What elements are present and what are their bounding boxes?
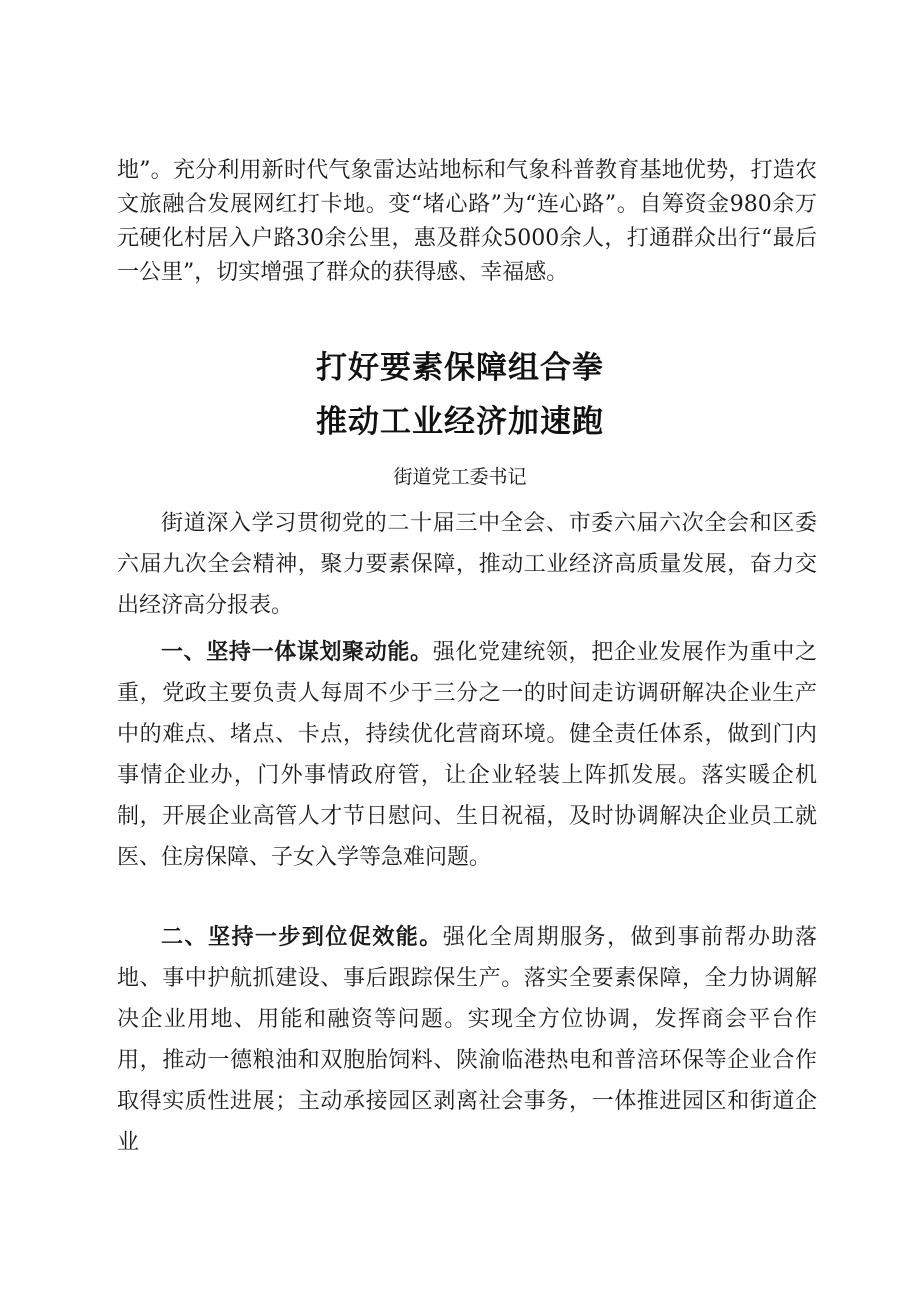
lead-paragraph: 街道深入学习贯彻党的二十届三中全会、市委六届六次全会和区委六届九次全会精神，聚力要素保障，推动工业经济高质量发展，奋力交出经济高分报表。 xyxy=(117,511,817,618)
point-one-heading: 一、坚持一体谋划聚动能。 xyxy=(161,640,433,665)
intro-paragraph: 地”。充分利用新时代气象雷达站地标和气象科普教育基地优势，打造农文旅融合发展网红打卡地。变“堵心路”为“连心路”。自筹资金980余万元硬化村居入户路30余公里，惠及群众5000余人，打通群众出行“最后一公里”，切实增强了群众的获得感、幸福感。 xyxy=(117,158,817,285)
point-two-body: 强化全周期服务，做到事前帮办助落地、事中护航抓建设、事后跟踪保生产。落实全要素保障，全力协调解决企业用地、用能和融资等问题。实现全方位协调，发挥商会平台作用，推动一德粮油和双胞胎饲料、陕渝临港热电和普涪环保等企业合作取得实质性进展；主动承接园区剥离社会事务，一体推进园区和街道企业 xyxy=(117,925,817,1155)
point-one-paragraph xyxy=(117,632,817,878)
article-title-line-1: 打好要素保障组合拳 xyxy=(316,350,604,386)
author-byline: 街道党工委书记 xyxy=(393,466,527,488)
point-two-paragraph xyxy=(117,917,817,1163)
point-one-body: 强化党建统领，把企业发展作为重中之重，党政主要负责人每周不少于三分之一的时间走访调研解决企业生产中的难点、堵点、卡点，持续优化营商环境。健全责任体系，做到门内事情企业办，门外事情政府管，让企业轻装上阵抓发展。落实暖企机制，开展企业高管人才节日慰问、生日祝福，及时协调解决企业员工就医、住房保障、子女入学等急难问题。 xyxy=(117,640,817,870)
point-two-heading: 二、坚持一步到位促效能。 xyxy=(161,925,443,950)
article-title-line-2: 推动工业经济加速跑 xyxy=(316,404,604,440)
